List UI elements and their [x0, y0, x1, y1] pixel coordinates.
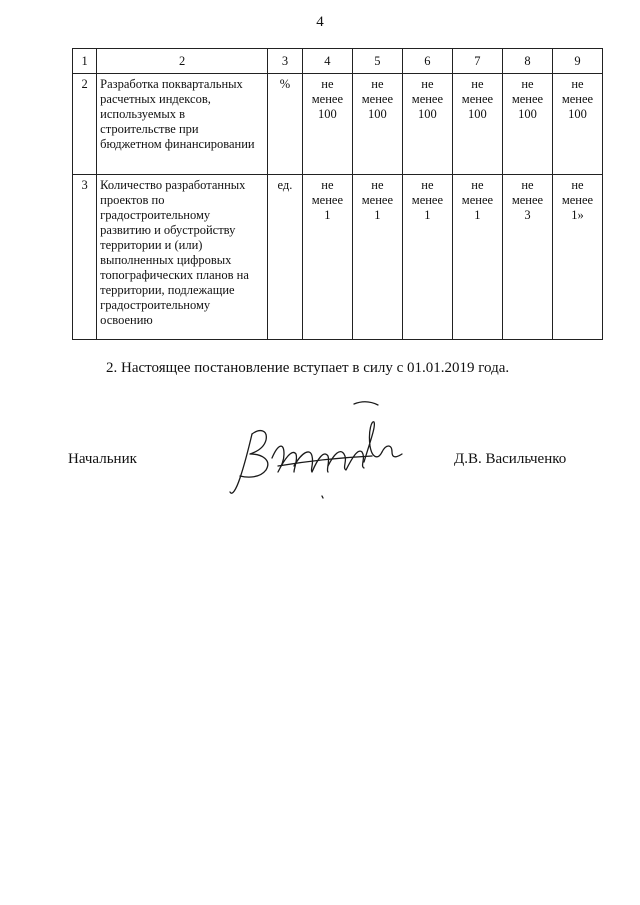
row-number: 3 — [73, 175, 97, 340]
row-number: 2 — [73, 74, 97, 175]
value-cell — [452, 74, 502, 175]
value-line: не — [571, 178, 584, 192]
value-line: менее — [361, 92, 394, 106]
indicator-name-line: Разработка поквартальных — [100, 77, 243, 91]
value-line: менее — [561, 193, 594, 207]
indicator-name-line: бюджетном финансировании — [100, 137, 255, 151]
value-line: менее — [561, 92, 594, 106]
value-line: не — [471, 178, 484, 192]
indicator-name-line: градостроительному — [100, 298, 211, 312]
indicator-name-line: развитию и обустройству — [100, 223, 236, 237]
value-cell — [352, 175, 402, 340]
value-line: не — [521, 77, 534, 91]
value-line: менее — [461, 193, 494, 207]
value-line: не — [521, 178, 534, 192]
header-cell: 1 — [73, 49, 97, 74]
indicator-name-line: проектов по — [100, 193, 165, 207]
header-cell: 6 — [402, 49, 452, 74]
value-line: 1 — [424, 208, 431, 222]
header-cell: 8 — [502, 49, 552, 74]
indicator-name-line: используемых в — [100, 107, 186, 121]
value-line: менее — [311, 193, 343, 207]
value-line: менее — [511, 92, 544, 106]
value-line: 100 — [568, 107, 587, 121]
value-cell — [502, 74, 552, 175]
value-cell — [552, 74, 602, 175]
value-line: не — [421, 178, 434, 192]
header-cell: 5 — [352, 49, 402, 74]
indicator-name-line: территории и (или) — [100, 238, 203, 252]
indicator-name-line: расчетных индексов, — [100, 92, 211, 106]
value-cell — [402, 74, 452, 175]
header-cell: 2 — [97, 49, 268, 74]
indicator-name-line: выполненных цифровых — [100, 253, 232, 267]
value-line: 100 — [468, 107, 487, 121]
value-line: менее — [311, 92, 343, 106]
header-cell: 4 — [302, 49, 352, 74]
table-row — [73, 74, 603, 175]
value-line: менее — [411, 193, 444, 207]
value-cell — [452, 175, 502, 340]
indicators-table — [72, 48, 603, 340]
signatory-name: Д.В. Васильченко — [454, 451, 567, 467]
header-cell: 7 — [452, 49, 502, 74]
value-line: менее — [461, 92, 494, 106]
handwritten-signature — [222, 396, 412, 506]
value-line: 1» — [571, 208, 584, 222]
value-cell — [402, 175, 452, 340]
table-row — [73, 175, 603, 340]
value-line: менее — [411, 92, 444, 106]
indicator-name-line: территории, подлежащие — [100, 283, 235, 297]
unit-cell: % — [268, 74, 303, 175]
value-line: не — [321, 178, 334, 192]
value-line: 100 — [368, 107, 387, 121]
indicator-name-line: строительстве при — [100, 122, 199, 136]
value-line: не — [471, 77, 484, 91]
value-line: 3 — [524, 208, 531, 222]
indicator-name-line: топографических планов на — [100, 268, 249, 282]
value-line: 1 — [324, 208, 331, 222]
indicator-name-line: освоению — [100, 313, 153, 327]
value-line: 100 — [518, 107, 537, 121]
indicator-name — [97, 74, 268, 175]
value-line: не — [571, 77, 584, 91]
value-line: 100 — [318, 107, 337, 121]
value-line: менее — [511, 193, 544, 207]
value-cell — [552, 175, 602, 340]
value-cell — [352, 74, 402, 175]
effective-date-paragraph: 2. Настоящее постановление вступает в силу с 01.01.2019 года. — [106, 360, 510, 376]
value-line: не — [371, 77, 384, 91]
unit-cell: ед. — [268, 175, 303, 340]
header-cell: 9 — [552, 49, 602, 74]
value-cell — [302, 74, 352, 175]
signatory-title: Начальник — [68, 451, 137, 467]
value-cell — [302, 175, 352, 340]
value-line: не — [371, 178, 384, 192]
header-cell: 3 — [268, 49, 303, 74]
value-line: 1 — [474, 208, 481, 222]
indicator-name — [97, 175, 268, 340]
value-line: не — [321, 77, 334, 91]
indicator-name-line: Количество разработанных — [100, 178, 246, 192]
value-line: не — [421, 77, 434, 91]
value-line: 100 — [418, 107, 437, 121]
indicator-name-line: градостроительному — [100, 208, 211, 222]
value-line: менее — [361, 193, 394, 207]
value-line: 1 — [374, 208, 381, 222]
value-cell — [502, 175, 552, 340]
page-number: 4 — [316, 14, 324, 30]
table-header-row — [73, 49, 603, 74]
